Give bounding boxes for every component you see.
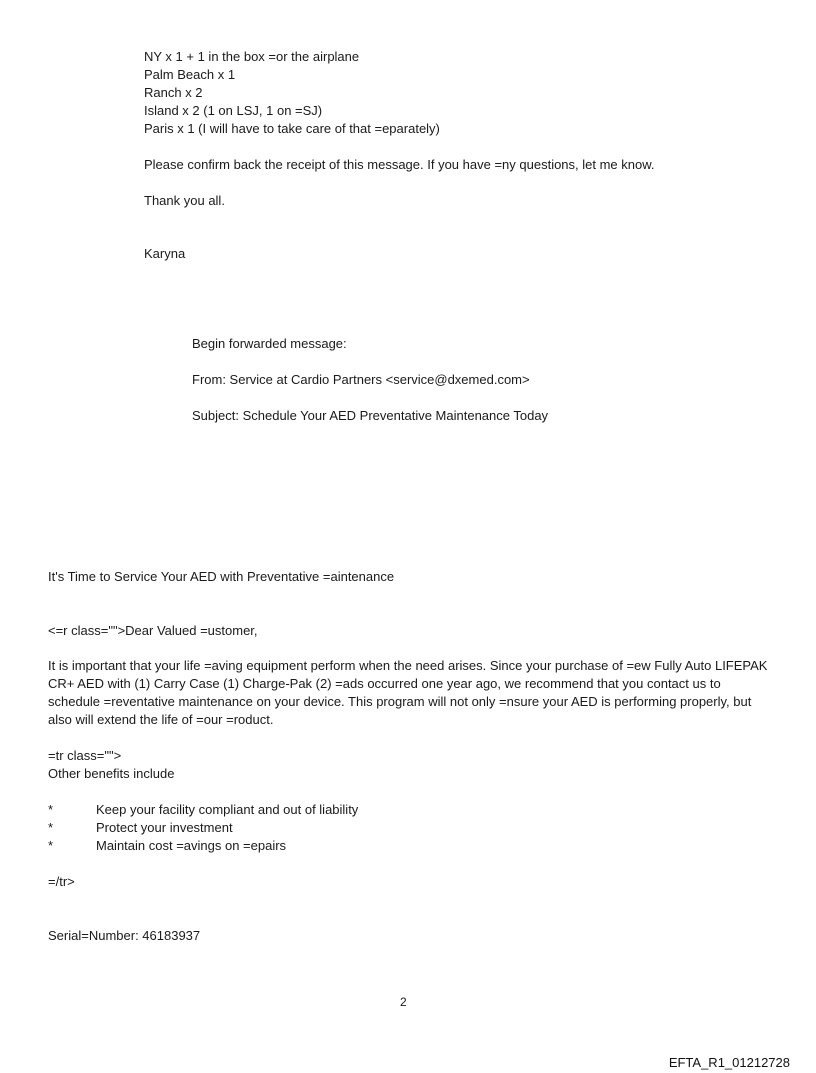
benefit-item <box>48 801 448 819</box>
benefit-text: Maintain cost =avings on =epairs <box>96 838 287 853</box>
email-heading: It's Time to Service Your AED with Preventative =aintenance <box>48 569 395 584</box>
page-number: 2 <box>400 995 407 1009</box>
signature: Karyna <box>144 246 186 261</box>
document-id: EFTA_R1_01212728 <box>668 1055 790 1070</box>
email-paragraph: It is important that your life =aving equipment perform when the need arises. Since your purchase of =ew Fully Auto LIFEPAK CR+ AED with (1) Carry Case (1) Charge-Pak (2) =ads occurred one year ago, we recommend that you contact us to schedule =reventative maintenance on your device. This program will not only =nsure your AED is performing properly, but also will extend the life of =our =roduct. <box>48 658 768 727</box>
forwarded-begin: Begin forwarded message: <box>192 336 347 351</box>
confirm-line: Please confirm back the receipt of this message. If you have =ny questions, let me know. <box>144 157 655 172</box>
serial-number: Serial=Number: 46183937 <box>48 928 201 943</box>
inventory-list <box>144 48 440 138</box>
forwarded-from: From: Service at Cardio Partners <service@dxemed.com> <box>192 372 530 387</box>
bullet-asterisk: * <box>48 838 54 853</box>
inventory-line-palm-beach: Palm Beach x 1 <box>144 67 236 82</box>
inventory-line-ny: NY x 1 + 1 in the box =or the airplane <box>144 49 360 64</box>
email-greeting: <=r class="">Dear Valued =ustomer, <box>48 623 258 638</box>
benefit-text: Keep your facility compliant and out of liability <box>96 802 359 817</box>
benefit-item <box>48 819 448 837</box>
inventory-line-island: Island x 2 (1 on LSJ, 1 on =SJ) <box>144 103 323 118</box>
inventory-line-ranch: Ranch x 2 <box>144 85 203 100</box>
tr-close-tag: =/tr> <box>48 874 75 889</box>
benefit-text: Protect your investment <box>96 820 233 835</box>
bullet-asterisk: * <box>48 802 54 817</box>
bullet-asterisk: * <box>48 820 54 835</box>
benefits-title: Other benefits include <box>48 766 175 781</box>
thanks-line: Thank you all. <box>144 193 225 208</box>
forwarded-subject: Subject: Schedule Your AED Preventative Maintenance Today <box>192 408 549 423</box>
benefits-list <box>48 801 448 855</box>
tr-open-tag: =tr class=""> <box>48 748 122 763</box>
inventory-line-paris: Paris x 1 (I will have to take care of that =eparately) <box>144 121 440 136</box>
benefit-item <box>48 837 448 855</box>
